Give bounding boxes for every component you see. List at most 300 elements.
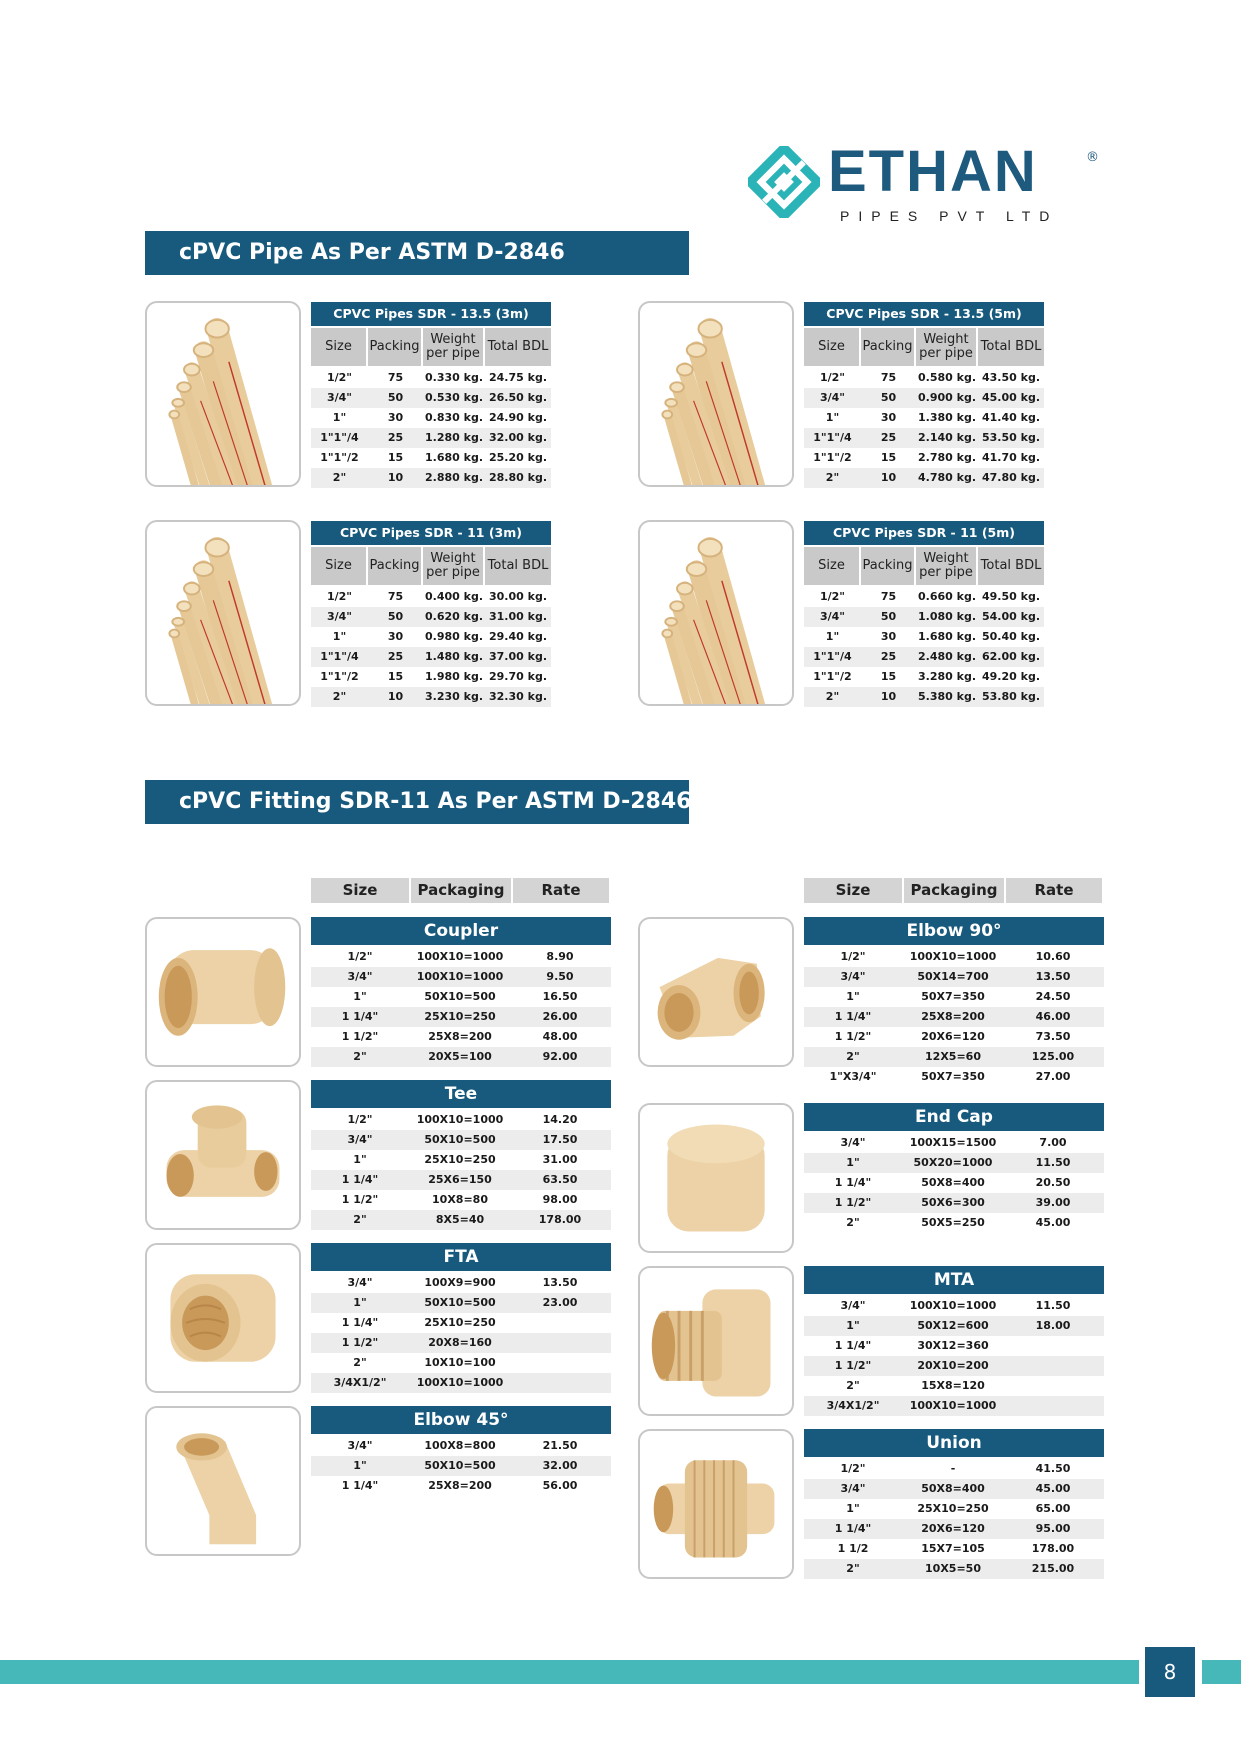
size-header: Size (804, 328, 861, 366)
fitting-table-title: MTA (804, 1266, 1104, 1294)
table-cell: 1 1/4" (341, 1316, 379, 1329)
table-cell: 4.780 kg. (918, 471, 976, 484)
table-row (804, 1519, 1104, 1539)
table-row (804, 1336, 1104, 1356)
size-header: Size (804, 547, 861, 585)
coupler-photo (145, 917, 301, 1067)
weight-header: Weight per pipe (423, 547, 485, 585)
weight-header: Weight per pipe (916, 328, 978, 366)
table-cell: 25X10=250 (424, 1153, 496, 1166)
table-cell: 31.00 kg. (489, 610, 547, 623)
table-cell: 3/4" (347, 1439, 373, 1452)
table-cell: 1"1"/2 (813, 670, 852, 683)
table-row (311, 468, 551, 488)
footer-bar (0, 1660, 1139, 1684)
table-cell: 25 (387, 431, 404, 444)
packing-header: Packing (368, 328, 423, 366)
fitting-table (804, 1429, 1104, 1579)
weight-header: Weight per pipe (423, 328, 485, 366)
fitting-table (804, 917, 1104, 1087)
table-cell: 1" (353, 1153, 367, 1166)
table-cell: 1/2" (347, 1113, 373, 1126)
table-row (804, 1396, 1104, 1416)
fitting-table-body (311, 1436, 611, 1496)
table-cell: 50X10=500 (424, 1133, 496, 1146)
table-cell: 30 (387, 411, 404, 424)
table-cell: 18.00 (1035, 1319, 1071, 1332)
table-row (804, 1499, 1104, 1519)
table-row (804, 1133, 1104, 1153)
table-row (311, 1210, 611, 1230)
table-cell: 2" (332, 690, 347, 703)
table-cell: 25 (880, 431, 897, 444)
table-cell: 62.00 kg. (982, 650, 1040, 663)
table-row (804, 687, 1044, 707)
weight-header: Weight per pipe (916, 547, 978, 585)
table-cell: 3/4" (840, 1136, 866, 1149)
pipe-table (804, 521, 1044, 707)
table-cell: 32.30 kg. (489, 690, 547, 703)
fitting-table (311, 1080, 611, 1230)
table-cell: 48.00 (542, 1030, 578, 1043)
table-row (311, 667, 551, 687)
table-cell: 1"1"/4 (320, 650, 359, 663)
fitting-table-body (311, 947, 611, 1067)
table-cell: 13.50 (542, 1276, 578, 1289)
table-cell (511, 1373, 609, 1393)
table-row (804, 1296, 1104, 1316)
table-cell: 1.280 kg. (425, 431, 483, 444)
table-cell: 1"1"/2 (320, 451, 359, 464)
table-cell: 50 (387, 391, 404, 404)
table-cell: 11.50 (1035, 1299, 1071, 1312)
table-row (311, 1293, 611, 1313)
table-cell: 0.580 kg. (918, 371, 976, 384)
pipe-section-title: cPVC Pipe As Per ASTM D-2846 (145, 231, 689, 275)
fta-photo (145, 1243, 301, 1393)
table-cell: 45.00 kg. (982, 391, 1040, 404)
table-cell: 3/4" (347, 1133, 373, 1146)
table-cell: 1 1/2" (341, 1193, 379, 1206)
table-row (804, 448, 1044, 468)
table-cell: 23.00 (542, 1296, 578, 1309)
table-cell: 95.00 (1035, 1522, 1071, 1535)
total-header: Total BDL (980, 339, 1042, 354)
table-cell: 3/4X1/2" (826, 1399, 880, 1412)
pipe-table-header (804, 547, 1044, 585)
table-cell: 2" (846, 1050, 860, 1063)
fitting-table-body (311, 1110, 611, 1230)
fitting-table-title: Elbow 90° (804, 917, 1104, 945)
table-cell: 53.50 kg. (982, 431, 1040, 444)
table-cell: 5.380 kg. (918, 690, 976, 703)
table-row (311, 967, 611, 987)
fitting-table-body (804, 947, 1104, 1087)
table-row (804, 947, 1104, 967)
table-cell (1004, 1396, 1102, 1416)
fitting-table (311, 1406, 611, 1496)
table-cell: 25.20 kg. (489, 451, 547, 464)
table-row (311, 627, 551, 647)
table-row (804, 1376, 1104, 1396)
table-row (804, 1067, 1104, 1087)
pipe-table-header (311, 328, 551, 366)
table-cell: 46.00 (1035, 1010, 1071, 1023)
tee-photo (145, 1080, 301, 1230)
table-cell (511, 1313, 609, 1333)
packing-header: Packing (368, 547, 423, 585)
table-cell: 3/4" (840, 970, 866, 983)
table-row (311, 1007, 611, 1027)
table-cell: 100X15=1500 (909, 1136, 997, 1149)
registered-mark: ® (1086, 150, 1099, 165)
table-cell: 37.00 kg. (489, 650, 547, 663)
table-cell: 41.70 kg. (982, 451, 1040, 464)
table-row (804, 667, 1044, 687)
table-row (311, 1273, 611, 1293)
table-cell: 12X5=60 (925, 1050, 981, 1063)
table-cell: 1.680 kg. (425, 451, 483, 464)
table-cell: 29.40 kg. (489, 630, 547, 643)
table-row (804, 408, 1044, 428)
table-cell: 30X12=360 (917, 1339, 989, 1352)
table-cell: 1/2" (819, 590, 846, 603)
pipe-photo-sdr135-5m (638, 301, 794, 487)
table-cell: 100X10=1000 (416, 950, 504, 963)
table-row (311, 1456, 611, 1476)
table-row (311, 448, 551, 468)
table-cell: 1" (846, 990, 860, 1003)
table-cell: 25X8=200 (428, 1030, 492, 1043)
fitting-header-right (804, 878, 1104, 903)
table-cell: 3/4" (819, 391, 846, 404)
table-cell: 43.50 kg. (982, 371, 1040, 384)
table-cell: 20X6=120 (921, 1030, 985, 1043)
pipe-table (804, 302, 1044, 488)
table-cell: 1" (332, 411, 347, 424)
table-cell: 32.00 kg. (489, 431, 547, 444)
table-cell: 1.680 kg. (918, 630, 976, 643)
table-cell: 25 (880, 650, 897, 663)
table-cell: 100X8=800 (424, 1439, 496, 1452)
table-cell: 15X7=105 (921, 1542, 985, 1555)
table-cell: 92.00 (542, 1050, 578, 1063)
end-cap-photo (638, 1103, 794, 1253)
packing-header: Packing (861, 547, 916, 585)
table-row (311, 587, 551, 607)
table-cell: 41.50 (1035, 1462, 1071, 1475)
table-row (311, 687, 551, 707)
table-cell: 65.00 (1035, 1502, 1071, 1515)
table-cell: 50X8=400 (921, 1482, 985, 1495)
table-row (804, 1153, 1104, 1173)
table-cell (1004, 1336, 1102, 1356)
table-row (311, 1476, 611, 1496)
table-cell: 75 (387, 590, 404, 603)
pipe-photo-sdr11-3m (145, 520, 301, 706)
table-cell: 0.620 kg. (425, 610, 483, 623)
table-row (311, 1130, 611, 1150)
table-cell: 20X8=160 (428, 1336, 492, 1349)
pipe-table-body (804, 368, 1044, 488)
table-cell: 100X10=1000 (909, 1399, 997, 1412)
table-cell: 3/4" (819, 610, 846, 623)
table-cell: 41.40 kg. (982, 411, 1040, 424)
table-cell: 10 (880, 471, 897, 484)
table-cell: 16.50 (542, 990, 578, 1003)
table-cell: 0.530 kg. (425, 391, 483, 404)
table-cell: 25 (387, 650, 404, 663)
table-cell: 56.00 (542, 1479, 578, 1492)
table-cell: 30 (387, 630, 404, 643)
table-cell: 1 1/2" (341, 1030, 379, 1043)
table-cell (511, 1333, 609, 1353)
fitting-table (311, 917, 611, 1067)
packaging-header: Packaging (411, 878, 511, 903)
pipe-table-header (804, 328, 1044, 366)
table-cell: 47.80 kg. (982, 471, 1040, 484)
table-row (804, 1356, 1104, 1376)
size-header: Size (311, 878, 409, 903)
elbow-90-photo (638, 917, 794, 1067)
table-cell: 50X10=500 (424, 1296, 496, 1309)
table-cell: 3/4X1/2" (333, 1376, 387, 1389)
table-cell: 2.880 kg. (425, 471, 483, 484)
table-cell: 8X5=40 (435, 1213, 485, 1226)
table-cell: 1.980 kg. (425, 670, 483, 683)
table-cell: 1/2" (819, 371, 846, 384)
table-cell: 13.50 (1035, 970, 1071, 983)
table-row (311, 1313, 611, 1333)
mta-photo (638, 1266, 794, 1416)
table-cell: 100X10=1000 (909, 1299, 997, 1312)
table-cell: 24.50 (1035, 990, 1071, 1003)
table-cell: 1 1/4" (834, 1176, 872, 1189)
table-cell: 32.00 (542, 1459, 578, 1472)
table-cell: 10.60 (1035, 950, 1071, 963)
table-cell: 178.00 (1031, 1542, 1075, 1555)
table-row (311, 1027, 611, 1047)
table-row (804, 388, 1044, 408)
table-row (804, 428, 1044, 448)
table-row (311, 1353, 611, 1373)
table-cell: 27.00 (1035, 1070, 1071, 1083)
table-cell: 63.50 (542, 1173, 578, 1186)
table-row (804, 1316, 1104, 1336)
table-cell: 125.00 (1031, 1050, 1075, 1063)
table-cell: 100X9=900 (424, 1276, 496, 1289)
table-cell: 2.780 kg. (918, 451, 976, 464)
table-row (804, 1007, 1104, 1027)
table-row (804, 468, 1044, 488)
table-cell: 14.20 (542, 1113, 578, 1126)
table-cell: 2" (846, 1216, 860, 1229)
table-cell: 75 (880, 371, 897, 384)
pipe-table-body (804, 587, 1044, 707)
table-row (311, 1333, 611, 1353)
table-cell: 1 1/4" (341, 1479, 379, 1492)
table-cell: 3/4" (347, 1276, 373, 1289)
table-cell: 1" (846, 1502, 860, 1515)
table-cell: 1"1"/4 (813, 431, 852, 444)
pipe-table (311, 302, 551, 488)
table-cell: 100X10=1000 (416, 1376, 504, 1389)
table-cell: 10 (880, 690, 897, 703)
size-header: Size (311, 547, 368, 585)
table-cell: 50X7=350 (921, 990, 985, 1003)
table-cell: 0.400 kg. (425, 590, 483, 603)
table-cell (511, 1353, 609, 1373)
table-cell: 3.230 kg. (425, 690, 483, 703)
table-cell: 1/2" (326, 590, 353, 603)
fitting-table-body (311, 1273, 611, 1393)
table-cell: 100X10=1000 (416, 970, 504, 983)
table-cell: 11.50 (1035, 1156, 1071, 1169)
table-cell: 2" (332, 471, 347, 484)
table-row (804, 1559, 1104, 1579)
table-row (804, 1047, 1104, 1067)
table-cell: 39.00 (1035, 1196, 1071, 1209)
table-cell: 73.50 (1035, 1030, 1071, 1043)
table-row (804, 1173, 1104, 1193)
table-cell: 0.830 kg. (425, 411, 483, 424)
table-cell: 7.00 (1039, 1136, 1067, 1149)
size-header: Size (804, 878, 902, 903)
table-cell: 1 1/2" (834, 1196, 872, 1209)
table-cell: 50X20=1000 (913, 1156, 993, 1169)
table-cell: 75 (880, 590, 897, 603)
table-cell: 50 (880, 391, 897, 404)
fitting-table (311, 1243, 611, 1393)
pipe-table-title: CPVC Pipes SDR - 11 (3m) (311, 521, 551, 545)
table-row (804, 1193, 1104, 1213)
table-cell: 100X10=1000 (909, 950, 997, 963)
table-cell: 1/2" (840, 950, 866, 963)
table-row (804, 368, 1044, 388)
table-cell: 30.00 kg. (489, 590, 547, 603)
table-cell: 30 (880, 630, 897, 643)
total-header: Total BDL (487, 339, 549, 354)
pipe-photo-sdr11-5m (638, 520, 794, 706)
rate-header: Rate (1006, 878, 1102, 903)
footer-bar-right (1202, 1660, 1241, 1684)
table-cell: 1.480 kg. (425, 650, 483, 663)
fitting-table-body (804, 1296, 1104, 1416)
table-cell: 1"1"/2 (813, 451, 852, 464)
table-cell: 50X10=500 (424, 990, 496, 1003)
fitting-table-title: Coupler (311, 917, 611, 945)
brand-tagline: PIPES PVT LTD (840, 208, 1059, 224)
table-cell: 0.980 kg. (425, 630, 483, 643)
table-row (804, 1027, 1104, 1047)
table-cell: 3.280 kg. (918, 670, 976, 683)
table-cell: 50 (387, 610, 404, 623)
table-cell: 1 1/4" (834, 1010, 872, 1023)
pipe-table (311, 521, 551, 707)
table-row (311, 408, 551, 428)
pipe-table-body (311, 368, 551, 488)
pipe-table-title: CPVC Pipes SDR - 11 (5m) (804, 521, 1044, 545)
table-row (804, 1479, 1104, 1499)
fitting-table (804, 1266, 1104, 1416)
table-cell: 1 1/4" (834, 1339, 872, 1352)
table-cell: 178.00 (538, 1213, 582, 1226)
table-cell: 2" (846, 1562, 860, 1575)
table-cell: 1" (353, 1296, 367, 1309)
table-cell: 100X10=1000 (416, 1113, 504, 1126)
fitting-table-title: End Cap (804, 1103, 1104, 1131)
table-row (311, 368, 551, 388)
logo-mark-icon (748, 146, 820, 218)
table-cell: 2" (353, 1213, 367, 1226)
table-cell: 15 (880, 670, 897, 683)
table-cell: 1" (846, 1156, 860, 1169)
table-cell: 1.080 kg. (918, 610, 976, 623)
packing-header: Packing (861, 328, 916, 366)
table-row (804, 987, 1104, 1007)
size-header: Size (311, 328, 368, 366)
table-cell: 53.80 kg. (982, 690, 1040, 703)
table-cell: 1.380 kg. (918, 411, 976, 424)
table-cell: 3/4" (326, 391, 353, 404)
packaging-header: Packaging (904, 878, 1004, 903)
table-row (311, 388, 551, 408)
table-cell: 1 1/2 (837, 1542, 869, 1555)
table-cell: 26.50 kg. (489, 391, 547, 404)
table-cell: 26.00 (542, 1010, 578, 1023)
table-cell: 25X6=150 (428, 1173, 492, 1186)
table-row (804, 587, 1044, 607)
total-header: Total BDL (487, 558, 549, 573)
table-row (311, 1190, 611, 1210)
table-cell: 0.660 kg. (918, 590, 976, 603)
table-cell: 2.480 kg. (918, 650, 976, 663)
table-cell: 1" (353, 990, 367, 1003)
table-cell: 45.00 (1035, 1482, 1071, 1495)
table-cell: 1 1/2" (834, 1030, 872, 1043)
fitting-table-body (804, 1459, 1104, 1579)
table-cell: 2" (353, 1356, 367, 1369)
table-row (804, 1213, 1104, 1233)
table-cell: 17.50 (542, 1133, 578, 1146)
table-cell (1004, 1376, 1102, 1396)
table-row (311, 1150, 611, 1170)
table-cell: 54.00 kg. (982, 610, 1040, 623)
table-cell (1004, 1356, 1102, 1376)
table-cell: 20X5=100 (428, 1050, 492, 1063)
table-cell: 3/4" (326, 610, 353, 623)
rate-header: Rate (513, 878, 609, 903)
table-row (311, 607, 551, 627)
table-cell: 10X8=80 (432, 1193, 488, 1206)
table-cell: 2" (825, 471, 840, 484)
table-cell: 10 (387, 471, 404, 484)
table-row (311, 1373, 611, 1393)
table-cell: 1" (332, 630, 347, 643)
table-row (311, 1110, 611, 1130)
table-cell: 50X7=350 (921, 1070, 985, 1083)
table-row (311, 987, 611, 1007)
table-cell: 9.50 (546, 970, 574, 983)
fitting-table-title: Union (804, 1429, 1104, 1457)
table-cell: 1 1/4" (341, 1010, 379, 1023)
fitting-header-left (311, 878, 611, 903)
table-cell: 50X6=300 (921, 1196, 985, 1209)
page-number: 8 (1145, 1647, 1195, 1697)
table-cell: 25X10=250 (424, 1010, 496, 1023)
table-cell: 49.20 kg. (982, 670, 1040, 683)
table-row (311, 1436, 611, 1456)
